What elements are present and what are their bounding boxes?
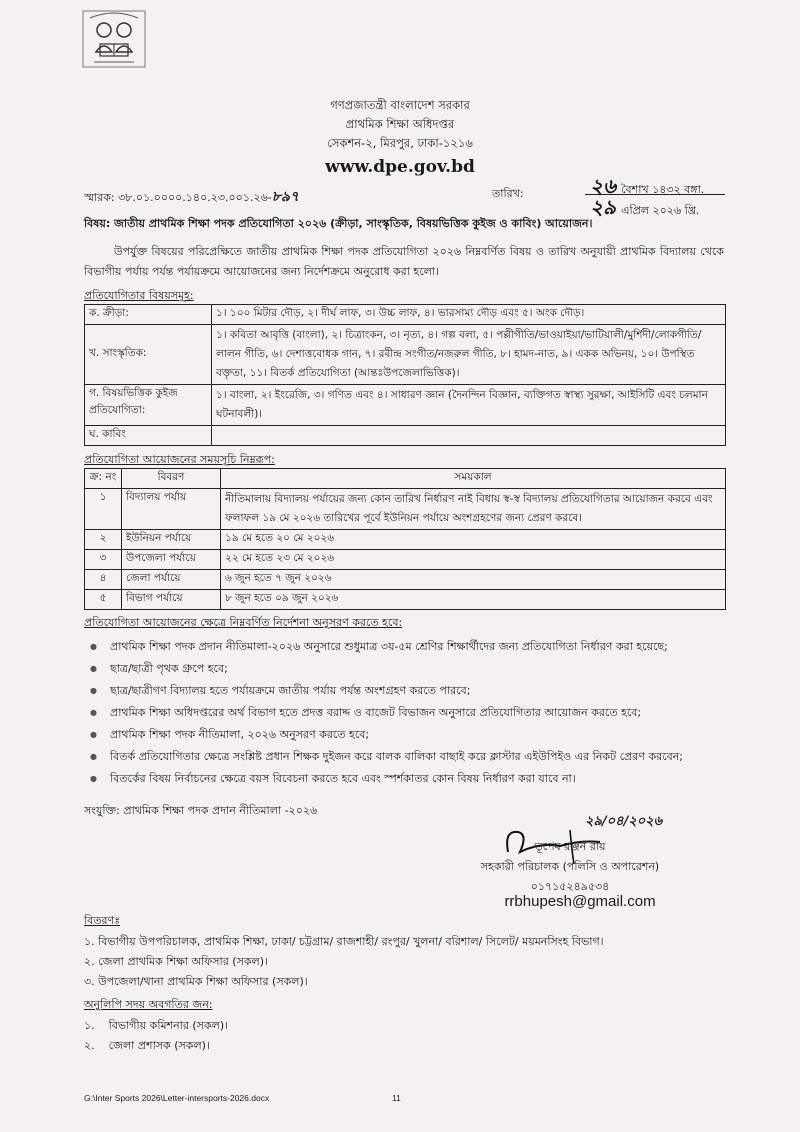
table-row	[85, 489, 726, 530]
copy-number: ১.	[84, 1019, 95, 1032]
topic-details: ১। ১০০ মিটার দৌড়, ২। দীর্ঘ লাফ, ৩। উচ্চ লাফ, ৪। ভারসাম্য দৌড় এবং ৫। অংক দৌড়।	[212, 305, 726, 325]
list-item: ৩. উপজেলা/থানা প্রাথমিক শিক্ষা অফিসার (সকল)।	[84, 975, 308, 988]
list-item: ২. জেলা প্রাথমিক শিক্ষা অফিসার (সকল)।	[84, 955, 268, 968]
schedule-no: ২	[85, 530, 122, 550]
topic-category: ক. ক্রীড়া:	[85, 305, 212, 325]
govt-name: গণপ্রজাতন্ত্রী বাংলাদেশ সরকার	[330, 98, 470, 112]
copy-text: বিভাগীয় কমিশনার (সকল)।	[108, 1019, 229, 1032]
website-link[interactable]: www.dpe.gov.bd	[325, 157, 475, 177]
topic-category: গ. বিষয়ভিত্তিক কুইজ প্রতিযোগিতা:	[85, 385, 212, 426]
school-children-logo-icon	[82, 10, 146, 68]
file-path: G:\Inter Sports 2026\Letter-intersports-2026.docx	[84, 1093, 270, 1103]
topic-category: খ. সাংস্কৃতিক:	[85, 325, 212, 385]
schedule-period: ৬ জুন হতে ৭ জুন ২০২৬	[221, 570, 726, 590]
topics-heading: প্রতিযোগিতার বিষয়সমূহ:	[84, 289, 194, 302]
topic-details: ১। কবিতা আবৃত্তি (বাংলা), ২। চিত্রাংকন, ৩। নৃত্য, ৪। গল্প বলা, ৫। পল্লীগীতি/ভাওয়াইয়া/ভাটিয়ালী/মুর্শিদী/লোকগীতি/লালন গীতি, ৬। দেশাত্তবোধক গান, ৭। রবীন্দ্র সংগীত/নজরুল গীতি, ৮। হামদ-নাত, ৯। একক অভিনয়, ১০। উপস্থিত বক্তৃতা, ১১। বিতর্ক প্রতিযোগিতা (আন্তঃউপজেলাভিত্তিক)।	[212, 325, 726, 385]
department-address: সেকশন-২, মিরপুর, ঢাকা-১২১৬	[327, 136, 473, 150]
list-item: ● বিতর্কের বিষয় নির্বাচনের ক্ষেত্রে বয়স বিবেচনা করতে হবে এবং স্পর্শকাতর কোন বিষয় নির্ধারণ করা যাবে না।	[110, 769, 724, 788]
signer-name: ভূপেষ রঞ্জন রায়	[534, 840, 606, 853]
schedule-no: ৩	[85, 550, 122, 570]
schedule-period: ৮ জুন হতে ০৯ জুন ২০২৬	[221, 590, 726, 610]
topic-details: ১। বাংলা, ২। ইংরেজি, ৩। গণিত এবং ৪। সাধারণ জ্ঞান (দৈনন্দিন বিজ্ঞান, ব্যক্তিগত স্বাস্থ্য সুরক্ষা, আইসিটি এবং চলমান ঘটনাবলী)।	[212, 385, 726, 426]
list-item: ● প্রাথমিক শিক্ষা পদক প্রদান নীতিমালা-২০২৬ অনুসারে শুধুমাত্র ৩য়-৫ম শ্রেণির শিক্ষার্থীদের জন্য প্রতিযোগিতা নির্ধারণ করা হয়েছে;	[110, 637, 724, 656]
table-row	[85, 530, 726, 550]
schedule-heading: প্রতিযোগিতা আয়োজনের সময়সূচি নিম্নরূপ:	[84, 453, 275, 466]
instructions-list	[84, 637, 724, 788]
instructions-heading: প্রতিযোগিতা আয়োজনের ক্ষেত্রে নিম্নবর্ণিত নির্দেশনা অনুসরণ করতে হবে:	[84, 616, 403, 629]
column-header: ক্র: নং	[85, 469, 122, 489]
english-date-rest: এপ্রিল ২০২৬ খ্রি.	[621, 204, 700, 217]
schedule-level: বিদ্যালয় পর্যায়	[122, 489, 221, 530]
schedule-level: জেলা পর্যায়ে	[122, 570, 221, 590]
table-row	[85, 426, 726, 446]
list-item	[84, 1016, 228, 1036]
list-item: ● প্রাথমিক শিক্ষা পদক নীতিমালা, ২০২৬ অনুসরণ করতে হবে;	[110, 725, 724, 744]
instructions-section	[84, 614, 724, 791]
bangla-date-rest: বৈশাখ ১৪৩২ বঙ্গা.	[621, 183, 705, 196]
list-item: ● বিতর্ক প্রতিযোগিতার ক্ষেত্রে সংশ্লিষ্ট প্রধান শিক্ষক দুইজন করে বালক বালিকা বাছাই করে ক্লাস্টার এইউপিইও এর নিকট প্রেরণ করবেন;	[110, 747, 724, 766]
topic-details	[212, 426, 726, 446]
signer-phone: ০১৭১৫২৪৯৫৩৪	[530, 880, 610, 893]
schedule-period: ১৯ মে হতে ২০ মে ২০২৬	[221, 530, 726, 550]
schedule-level: ইউনিয়ন পর্যায়ে	[122, 530, 221, 550]
schedule-no: ৪	[85, 570, 122, 590]
table-row	[85, 590, 726, 610]
signature-date: ২৯/০৪/২০২৬	[585, 814, 663, 829]
copy-text: জেলা প্রশাসক (সকল)।	[108, 1039, 210, 1052]
topics-table	[84, 304, 726, 446]
date-label: তারিখ:	[492, 187, 524, 200]
schedule-period: ২২ মে হতে ২৩ মে ২০২৬	[221, 550, 726, 570]
table-row	[85, 325, 726, 385]
list-item: ● প্রাথমিক শিক্ষা অধিদপ্তরের অর্থ বিভাগ হতে প্রদত্ত বরাদ্দ ও বাজেট বিভাজন অনুসারে প্রতিযোগিতার আয়োজন করতে হবে;	[110, 703, 724, 722]
table-row	[85, 305, 726, 325]
attachment-line: সংযুক্তি: প্রাথমিক শিক্ষা পদক প্রদান নীতিমালা -২০২৬	[84, 804, 318, 817]
signer-email[interactable]: rrbhupesh@gmail.com	[504, 893, 656, 910]
topic-category: ঘ. কাবিং	[85, 426, 212, 446]
signer-designation: সহকারী পরিচালক (পলিসি ও অপারেশন)	[480, 860, 660, 873]
subject-line: বিষয়: জাতীয় প্রাথমিক শিক্ষা পদক প্রতিযোগিতা ২০২৬ (ক্রীড়া, সাংস্কৃতিক, বিষয়ভিত্তিক কুইজ ও কাবিং) আয়োজন।	[84, 217, 593, 230]
list-item	[84, 1036, 210, 1056]
list-item: ● ছাত্র/ছাত্রীগণ বিদ্যালয় হতে পর্যায়ক্রমে জাতীয় পর্যায় পর্যন্ত অংশগ্রহণ করতে পারবে;	[110, 681, 724, 700]
memo-reference	[84, 185, 299, 209]
table-header-row	[85, 469, 726, 489]
schedule-table	[84, 468, 726, 610]
column-header: বিবরণ	[122, 469, 221, 489]
table-row	[85, 570, 726, 590]
list-item: ১. বিভাগীয় উপপরিচালক, প্রাথমিক শিক্ষা, ঢাকা/ চট্টগ্রাম/ রাজশাহী/ রংপুর/ খুলনা/ বরিশাল/ সিলেট/ ময়মনসিংহ বিভাগ।	[84, 935, 604, 948]
distribution-heading: বিতরণঃ	[84, 914, 121, 927]
table-row	[85, 550, 726, 570]
copy-number: ২.	[84, 1039, 95, 1052]
schedule-level: বিভাগ পর্যায়ে	[122, 590, 221, 610]
column-header: সময়কাল	[221, 469, 726, 489]
schedule-level: উপজেলা পর্যায়ে	[122, 550, 221, 570]
schedule-no: ১	[85, 489, 122, 530]
english-date-day: ২৯	[590, 195, 616, 219]
intro-paragraph: উপর্যুক্ত বিষয়ের পরিপ্রেক্ষিতে জাতীয় প্রাথমিক শিক্ষা পদক প্রতিযোগিতা ২০২৬ নিম্নবর্ণিত বিষয় ও তারিখ অনুযায়ী প্রাথমিক বিদ্যালয় থেকে বিভাগীয় পর্যায় পর্যন্ত পর্যায়ক্রমে আয়োজনের জন্য নির্দেশক্রমে অনুরোধ করা হলো।	[84, 245, 724, 278]
department-name: প্রাথমিক শিক্ষা অধিদপ্তর	[345, 117, 455, 131]
memo-label: স্মারক: ৩৮.০১.০০০০.১৪০.২৩.০০১.২৬-	[84, 191, 272, 204]
bangla-date-day: ২৬	[590, 174, 617, 198]
list-item: ● ছাত্র/ছাত্রী পৃথক গ্রুপে হবে;	[110, 659, 724, 678]
page-number: 11	[392, 1093, 401, 1103]
schedule-no: ৫	[85, 590, 122, 610]
table-row	[85, 385, 726, 426]
memo-handwritten-number: ৮৯৭	[271, 189, 300, 205]
copy-heading: অনুলিপি সদয় অবগতির জন:	[84, 998, 213, 1011]
schedule-period: নীতিমালায় বিদ্যালয় পর্যায়ের জন্য কোন তারিখ নির্ধারণ নাই বিধায় স্ব-স্ব বিদ্যালয় প্রতিযোগিতার আয়োজন করবে এবং ফলাফল ১৯ মে ২০২৬ তারিখের পূর্বে ইউনিয়ন পর্যায়ে অংশগ্রহণের জন্য প্রেরণ করবে।	[221, 489, 726, 530]
